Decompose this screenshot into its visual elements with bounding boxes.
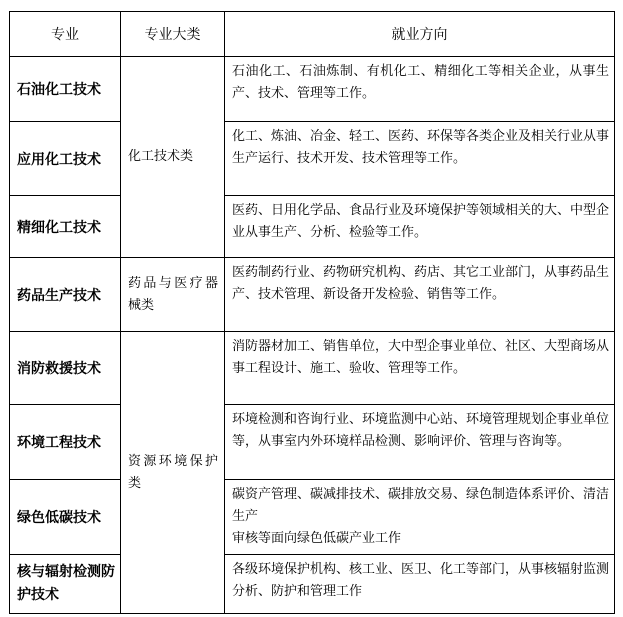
career-cell: 消防器材加工、销售单位，大中型企事业单位、社区、大型商场从事工程设计、施工、验收、管理等工作。 <box>225 332 615 405</box>
career-cell: 医药制药行业、药物研究机构、药店、其它工业部门，从事药品生产、技术管理、新设备开发检验、销售等工作。 <box>225 258 615 332</box>
table-row <box>10 122 615 196</box>
header-major: 专业 <box>10 12 121 57</box>
category-cell: 资源环境保护类 <box>121 332 225 614</box>
career-cell: 医药、日用化学品、食品行业及环境保护等领域相关的大、中型企业从事生产、分析、检验等工作。 <box>225 196 615 258</box>
career-cell: 各级环境保护机构、核工业、医卫、化工等部门，从事核辐射监测分析、防护和管理工作 <box>225 555 615 614</box>
table-row <box>10 196 615 258</box>
major-cell: 石油化工技术 <box>10 57 121 122</box>
major-cell: 绿色低碳技术 <box>10 480 121 555</box>
table-row <box>10 332 615 405</box>
category-cell: 化工技术类 <box>121 57 225 258</box>
header-career: 就业方向 <box>225 12 615 57</box>
table-row <box>10 555 615 614</box>
table-header-row <box>10 12 615 57</box>
header-category: 专业大类 <box>121 12 225 57</box>
career-cell <box>225 480 615 555</box>
major-cell: 药品生产技术 <box>10 258 121 332</box>
career-line: 审核等面向绿色低碳产业工作 <box>232 531 402 546</box>
table-row <box>10 480 615 555</box>
career-cell: 石油化工、石油炼制、有机化工、精细化工等相关企业，从事生产、技术、管理等工作。 <box>225 57 615 122</box>
category-cell: 药品与医疗器械类 <box>121 258 225 332</box>
table-row <box>10 57 615 122</box>
table-row <box>10 405 615 480</box>
employment-table <box>9 11 615 614</box>
major-cell: 环境工程技术 <box>10 405 121 480</box>
career-line: 碳资产管理、碳减排技术、碳排放交易、绿色制造体系评价、清洁生产 <box>232 487 610 524</box>
table-row <box>10 258 615 332</box>
major-cell: 消防救援技术 <box>10 332 121 405</box>
major-cell: 核与辐射检测防护技术 <box>10 555 121 614</box>
career-cell: 化工、炼油、冶金、轻工、医药、环保等各类企业及相关行业从事生产运行、技术开发、技术管理等工作。 <box>225 122 615 196</box>
major-cell: 精细化工技术 <box>10 196 121 258</box>
major-cell: 应用化工技术 <box>10 122 121 196</box>
career-cell: 环境检测和咨询行业、环境监测中心站、环境管理规划企事业单位等，从事室内外环境样品检测、影响评价、管理与咨询等。 <box>225 405 615 480</box>
